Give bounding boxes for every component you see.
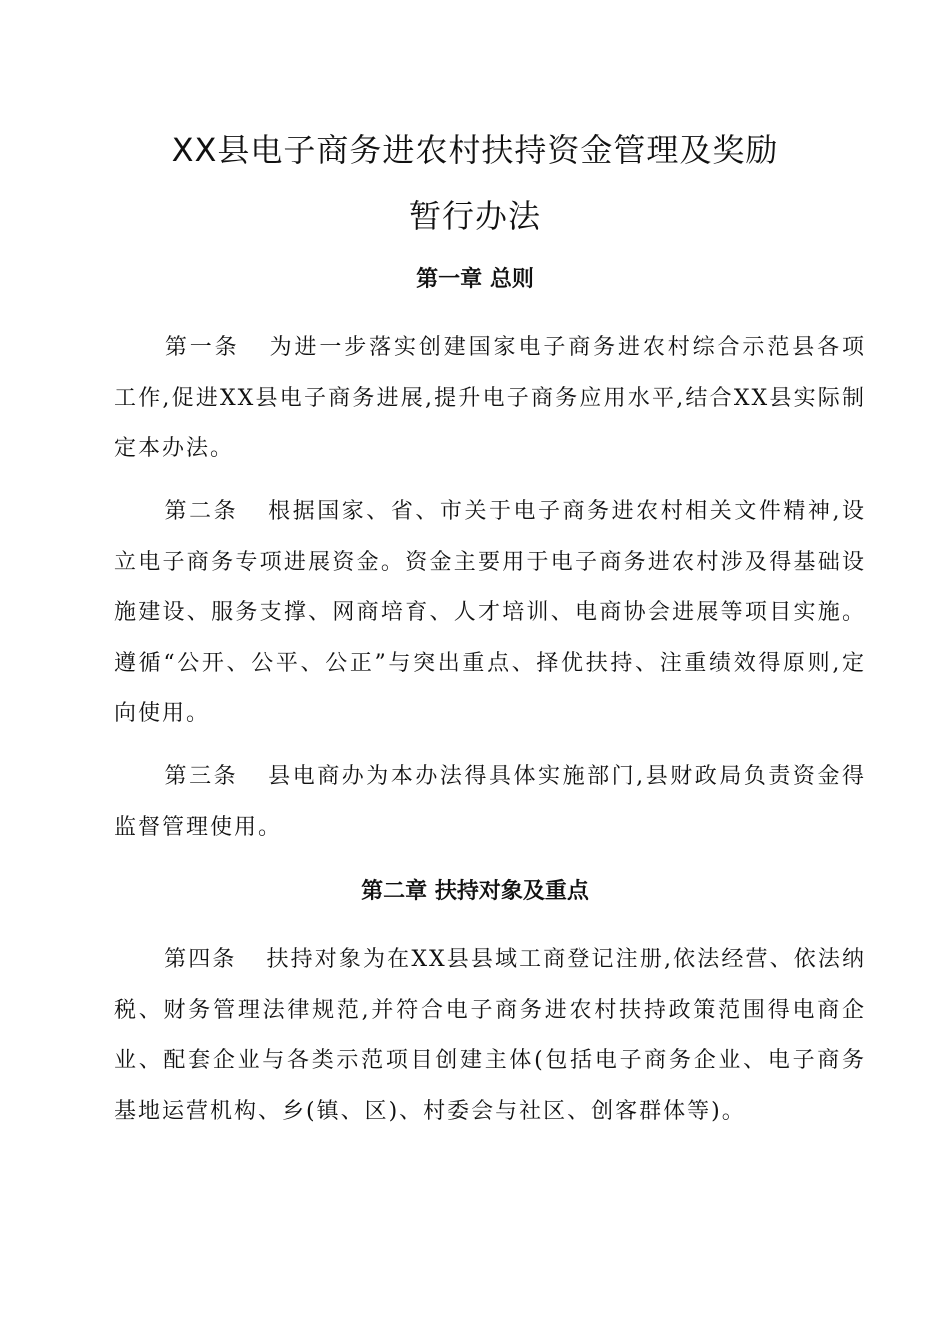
article-2-number: 第二条 <box>164 499 239 524</box>
chapter-1-heading: 第一章 总则 <box>416 267 534 292</box>
article-3 <box>114 752 866 853</box>
document-title-line-2: 暂行办法 <box>408 197 541 235</box>
article-3-text: 县电商办为本办法得具体实施部门,县财政局负责资金得监督管理使用。 <box>114 764 866 840</box>
article-4-text: 扶持对象为在XX县县域工商登记注册,依法经营、依法纳税、财务管理法律规范,并符合电子商务进农村扶持政策范围得电商企业、配套企业与各类示范项目创建主体(包括电子商务企业、电子商务基地运营机构、乡(镇、区)、村委会与社区、创客群体等)。 <box>114 947 866 1124</box>
article-4-number: 第四条 <box>164 947 237 972</box>
article-3-number: 第三条 <box>164 764 239 789</box>
article-4 <box>114 935 866 1137</box>
article-2 <box>114 487 866 740</box>
article-1-text: 为进一步落实创建国家电子商务进农村综合示范县各项工作,促进XX县电子商务进展,提升电子商务应用水平,结合XX县实际制定本办法。 <box>114 335 866 461</box>
article-2-text: 根据国家、省、市关于电子商务进农村相关文件精神,设立电子商务专项进展资金。资金主要用于电子商务进农村涉及得基础设施建设、服务支撑、网商培育、人才培训、电商协会进展等项目实施。遵循“公开、公平、公正”与突出重点、择优扶持、注重绩效得原则,定向使用。 <box>114 499 866 726</box>
chapter-2-heading: 第二章 扶持对象及重点 <box>361 879 589 904</box>
document-title-line-1: XX县电子商务进农村扶持资金管理及奖励 <box>171 131 779 169</box>
article-1-number: 第一条 <box>164 335 240 360</box>
article-1 <box>114 323 866 475</box>
